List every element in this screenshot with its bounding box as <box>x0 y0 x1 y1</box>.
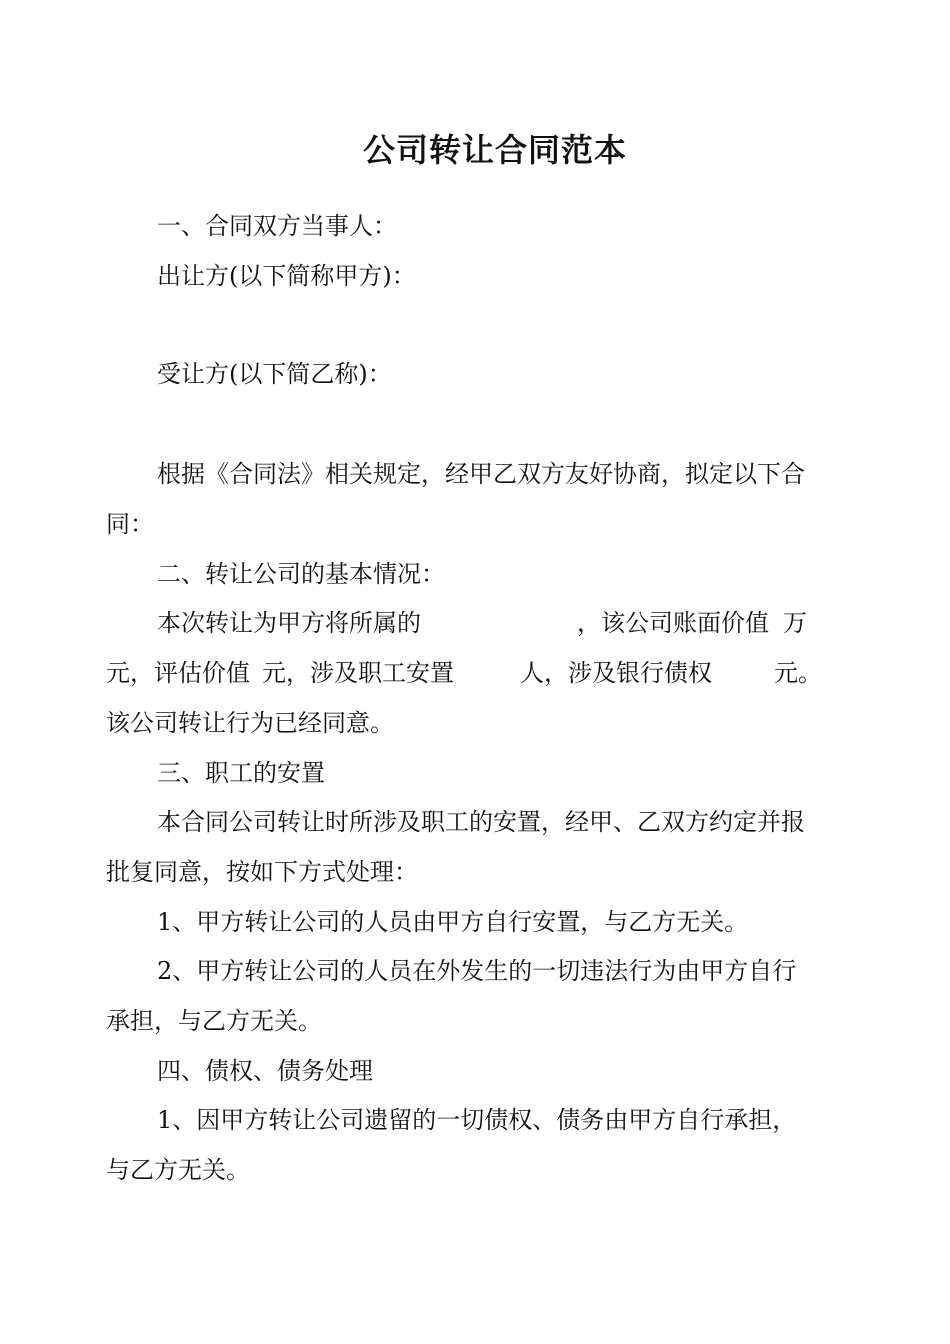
info-text-part-1: 本次转让为甲方将所属的 <box>157 609 421 637</box>
section-heading-basic-info: 二、转让公司的基本情况： <box>157 560 445 588</box>
paragraph-staff-line-2: 批复同意，按如下方式处理： <box>106 858 418 886</box>
info-text-part-3: 万 <box>783 609 807 637</box>
document-title: 公司转让合同范本 <box>362 131 627 169</box>
debt-item-1-line-1: 1、因甲方转让公司遗留的一切债权、债务由甲方自行承担， <box>157 1106 797 1134</box>
paragraph-basis-line-2: 同： <box>106 510 154 538</box>
info-text-part-6: 人，涉及银行债权 <box>520 659 712 687</box>
staff-item-1: 1、甲方转让公司的人员由甲方自行安置，与乙方无关。 <box>157 908 749 936</box>
info-text-part-2: ，该公司账面价值 <box>577 609 769 637</box>
info-text-part-4: 元，评估价值 <box>106 659 250 687</box>
section-heading-debts: 四、债权、债务处理 <box>157 1057 373 1085</box>
transferor-line: 出让方(以下简称甲方)： <box>157 262 416 290</box>
section-heading-parties: 一、合同双方当事人： <box>157 212 397 240</box>
paragraph-staff-line-1: 本合同公司转让时所涉及职工的安置，经甲、乙双方约定并报 <box>157 808 805 836</box>
paragraph-info-line-2 <box>106 655 856 691</box>
section-heading-staff: 三、职工的安置 <box>157 759 325 787</box>
info-text-part-5: 元，涉及职工安置 <box>262 659 454 687</box>
staff-item-2-line-2: 承担，与乙方无关。 <box>106 1007 322 1035</box>
paragraph-info-line-1 <box>157 605 907 641</box>
paragraph-basis-line-1: 根据《合同法》相关规定，经甲乙双方友好协商，拟定以下合 <box>157 460 805 488</box>
transferee-line: 受让方(以下简乙称)： <box>157 360 392 388</box>
staff-item-2-line-1: 2、甲方转让公司的人员在外发生的一切违法行为由甲方自行 <box>157 957 797 985</box>
paragraph-info-line-3: 该公司转让行为已经同意。 <box>106 709 394 737</box>
info-text-part-7: 元。 <box>774 659 822 687</box>
debt-item-1-line-2: 与乙方无关。 <box>106 1156 250 1184</box>
